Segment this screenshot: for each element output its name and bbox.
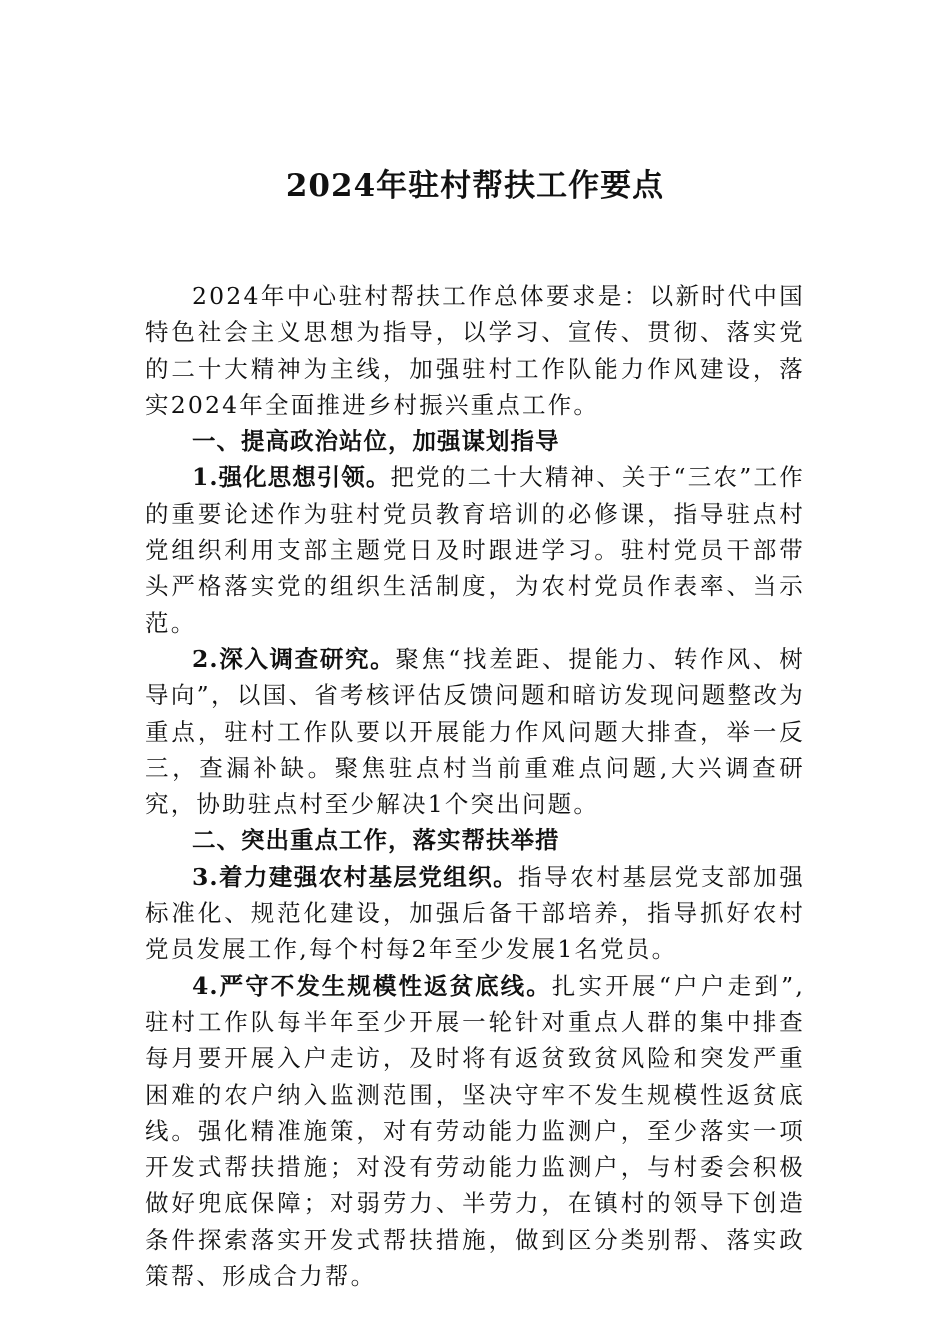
- item-3-lead: 3.着力建强农村基层党组织。: [192, 862, 519, 891]
- item-1-paragraph: [145, 459, 805, 640]
- item-1-text: 把党的二十大精神、关于“三农”工作的重要论述作为驻村党员教育培训的必修课，指导驻点村党组织利用支部主题党日及时跟进学习。驻村党员干部带头严格落实党的组织生活制度，为农村党员作表率、当示范。: [145, 463, 805, 637]
- item-1-lead: 1.强化思想引领。: [192, 463, 391, 492]
- document-title: 2024年驻村帮扶工作要点: [285, 168, 665, 204]
- document-page: [145, 160, 805, 1294]
- item-2-lead: 2.深入调查研究。: [192, 644, 396, 673]
- item-4-paragraph: [145, 968, 805, 1295]
- item-4-text: 扎实开展“户户走到”,驻村工作队每半年至少开展一轮针对重点人群的集中排查每月要开展入户走访，及时将有返贫致贫风险和突发严重困难的农户纳入监测范围，坚决守牢不发生规模性返贫底线。强化精准施策，对有劳动能力监测户，至少落实一项开发式帮扶措施；对没有劳动能力监测户，与村委会积极做好兜底保障；对弱劳力、半劳力，在镇村的领导下创造条件探索落实开发式帮扶措施，做到区分类别帮、落实政策帮、形成合力帮。: [145, 971, 805, 1291]
- item-3-paragraph: [145, 859, 805, 968]
- item-2-text: 聚焦“找差距、提能力、转作风、树导向”，以国、省考核评估反馈问题和暗访发现问题整改为重点，驻村工作队要以开展能力作风问题大排查，举一反三，查漏补缺。聚焦驻点村当前重难点问题,大兴调查研究，协助驻点村至少解决1个突出问题。: [145, 644, 805, 819]
- item-4-lead: 4.严守不发生规模性返贫底线。: [192, 971, 552, 1000]
- item-3-text: 指导农村基层党支部加强标准化、规范化建设，加强后备干部培养，指导抓好农村党员发展工作,每个村每2年至少发展1名党员。: [145, 862, 805, 964]
- section-2-heading: 二、突出重点工作，落实帮扶举措: [192, 826, 560, 855]
- item-2-paragraph: [145, 641, 805, 822]
- section-1-heading: 一、提高政治站位，加强谋划指导: [192, 427, 560, 456]
- intro-paragraph: 2024年中心驻村帮扶工作总体要求是：以新时代中国特色社会主义思想为指导，以学习、宣传、贯彻、落实党的二十大精神为主线，加强驻村工作队能力作风建设，落实2024年全面推进乡村振兴重点工作。: [145, 282, 805, 419]
